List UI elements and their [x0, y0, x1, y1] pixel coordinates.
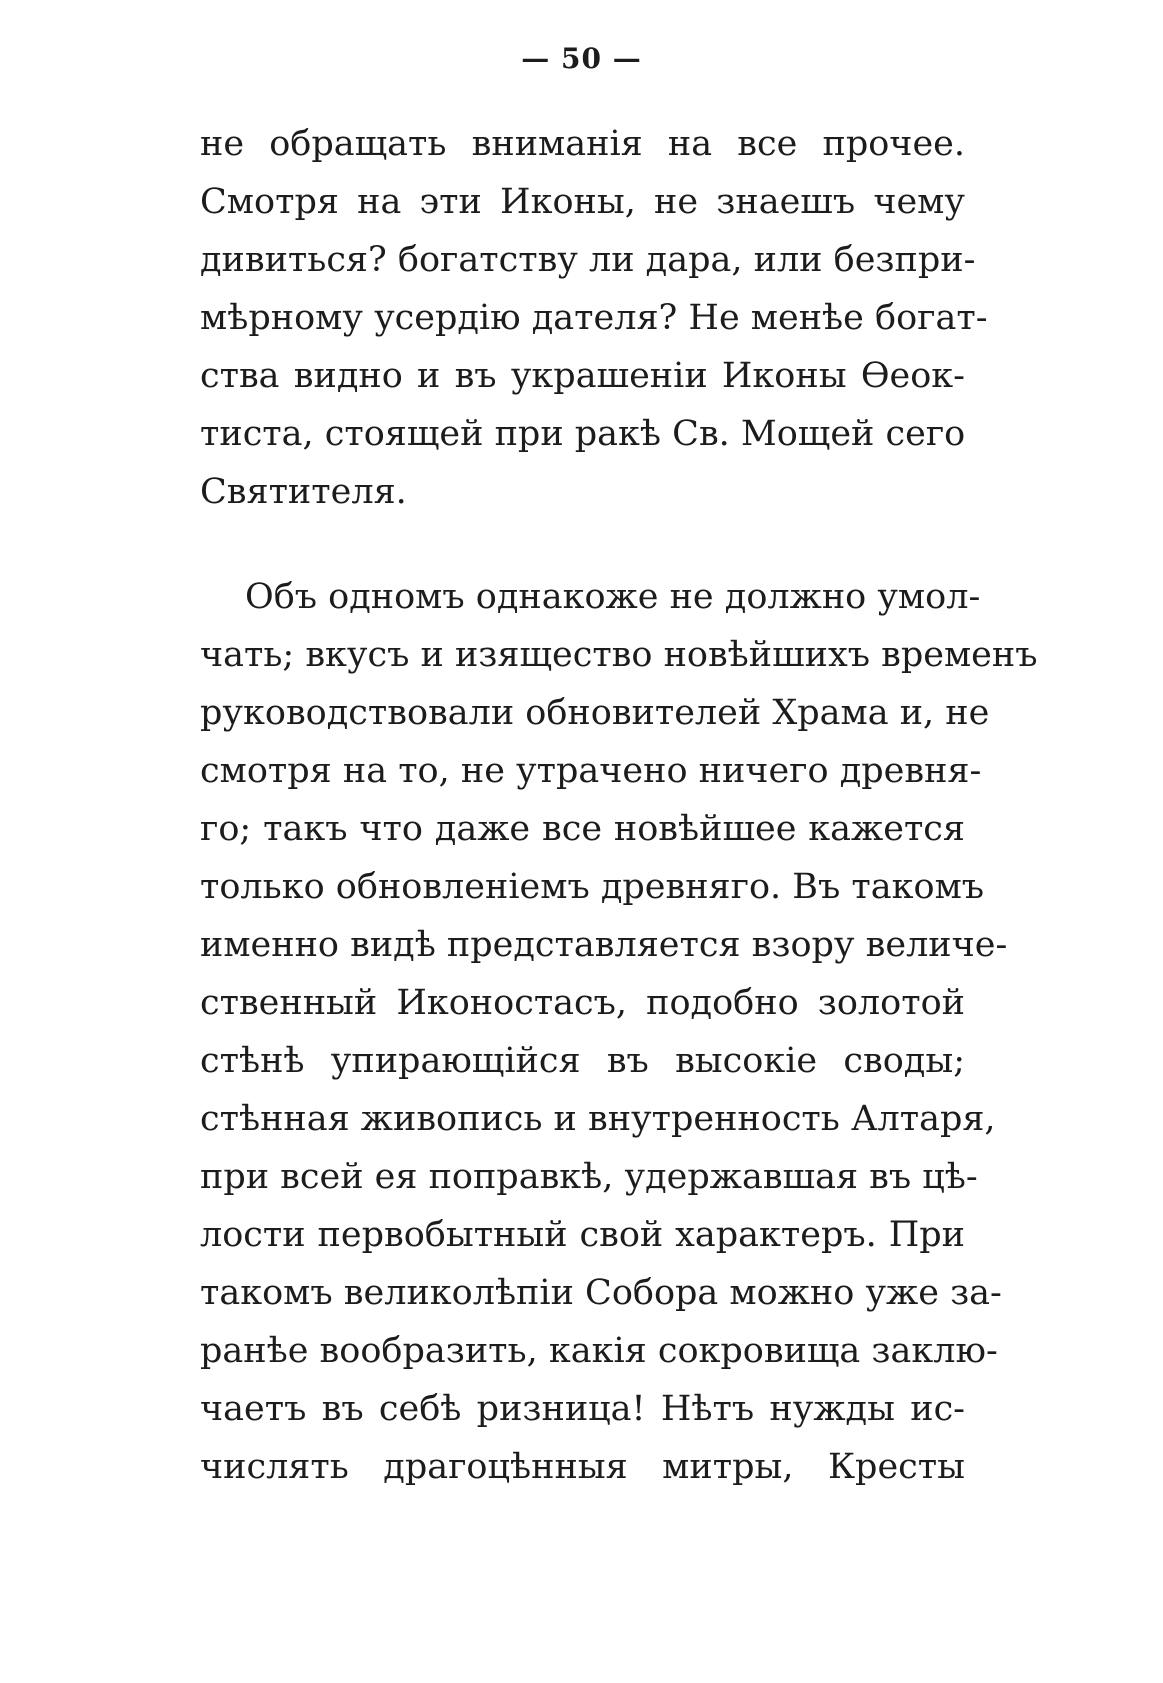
- page-number: — 50 —: [521, 42, 642, 75]
- text-line: руководствовали обновителей Храма и, не: [200, 693, 990, 733]
- text-line: чаетъ въ себѣ ризница! Нѣтъ нужды ис-: [200, 1389, 965, 1429]
- text-line: числять драгоцѣнныя митры, Кресты: [200, 1447, 965, 1487]
- text-line: смотря на то, не утрачено ничего древня-: [200, 751, 982, 791]
- text-line: только обновленіемъ древняго. Въ такомъ: [200, 867, 985, 907]
- text-line: мѣрному усердію дателя? Не менѣе богат-: [200, 298, 988, 338]
- paragraph-2: [200, 568, 1038, 1496]
- text-line: Святителя.: [200, 472, 407, 512]
- text-line: Объ одномъ однакоже не должно умол-: [245, 577, 981, 617]
- text-line: ственный Иконостасъ, подобно золотой: [200, 983, 965, 1023]
- text-line: чать; вкусъ и изящество новѣйшихъ временъ: [200, 635, 1038, 675]
- text-line: стѣнѣ упирающійся въ высокіе своды;: [200, 1041, 965, 1081]
- paragraph-1: [200, 115, 988, 521]
- text-line: дивиться? богатству ли дара, или безпри-: [200, 240, 976, 280]
- text-line: тиста, стоящей при ракѣ Св. Мощей сего: [200, 414, 966, 454]
- text-line: при всей ея поправкѣ, удержавшая въ цѣ-: [200, 1157, 978, 1197]
- text-line: не обращать вниманія на все прочее.: [200, 124, 965, 164]
- text-line: ства видно и въ украшеніи Иконы Ѳеок-: [200, 356, 965, 396]
- text-line: Смотря на эти Иконы, не знаешъ чему: [200, 182, 965, 222]
- text-line: ранѣе вообразить, какія сокровища заклю-: [200, 1331, 998, 1371]
- text-line: го; такъ что даже все новѣйшее кажется: [200, 809, 965, 849]
- text-line: такомъ великолѣпіи Собора можно уже за-: [200, 1273, 1002, 1313]
- text-line: стѣнная живопись и внутренность Алтаря,: [200, 1099, 996, 1139]
- text-line: именно видѣ представляется взору величе-: [200, 925, 1008, 965]
- text-line: лости первобытный свой характеръ. При: [200, 1215, 965, 1255]
